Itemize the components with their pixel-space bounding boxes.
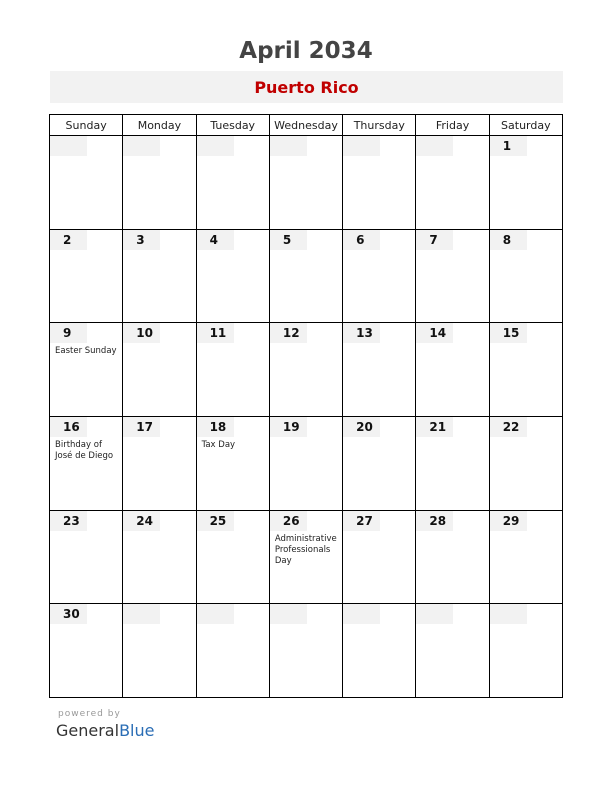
day-number: 26 (270, 511, 307, 531)
holiday-label: Birthday of José de Diego (55, 439, 114, 461)
day-number: 23 (50, 511, 87, 531)
weekday-header: Monday (123, 115, 196, 136)
day-cell (416, 323, 489, 417)
day-cell (489, 229, 562, 323)
day-cell (343, 229, 416, 323)
day-cell (50, 604, 123, 698)
day-number (197, 604, 234, 624)
day-number: 13 (343, 323, 380, 343)
day-number: 27 (343, 511, 380, 531)
day-cell (269, 604, 342, 698)
day-cell (416, 136, 489, 230)
day-number: 4 (197, 230, 234, 250)
weekday-header: Tuesday (196, 115, 269, 136)
day-number: 9 (50, 323, 87, 343)
day-cell (269, 416, 342, 510)
day-cell (416, 416, 489, 510)
day-number: 1 (490, 136, 527, 156)
brand-general: General (56, 721, 120, 740)
day-cell (489, 416, 562, 510)
day-cell (196, 136, 269, 230)
day-number: 22 (490, 417, 527, 437)
weekday-header: Friday (416, 115, 489, 136)
weekday-header-row (50, 115, 563, 136)
day-cell (196, 323, 269, 417)
day-cell (123, 136, 196, 230)
day-cell (489, 136, 562, 230)
day-cell (196, 416, 269, 510)
weekday-header: Sunday (50, 115, 123, 136)
weekday-header: Saturday (489, 115, 562, 136)
day-cell (50, 136, 123, 230)
day-number (343, 604, 380, 624)
page-title: April 2034 (239, 38, 373, 64)
day-number: 16 (50, 417, 87, 437)
brand-blue: Blue (119, 721, 155, 740)
brand-logo (56, 721, 154, 740)
day-cell (416, 229, 489, 323)
powered-by-text: powered by (58, 709, 121, 719)
day-number (197, 136, 234, 156)
day-number: 18 (197, 417, 234, 437)
week-row (50, 323, 563, 417)
day-number (270, 604, 307, 624)
weekday-header: Wednesday (269, 115, 342, 136)
calendar-grid (49, 114, 563, 698)
day-number: 28 (416, 511, 453, 531)
day-number (123, 604, 160, 624)
day-number: 6 (343, 230, 380, 250)
holiday-label: Easter Sunday (55, 346, 117, 357)
day-cell (269, 136, 342, 230)
day-cell (123, 323, 196, 417)
day-cell (269, 323, 342, 417)
day-number (270, 136, 307, 156)
day-cell (196, 510, 269, 604)
day-cell (343, 136, 416, 230)
day-cell (343, 416, 416, 510)
day-cell (123, 229, 196, 323)
day-cell (343, 510, 416, 604)
day-number (490, 604, 527, 624)
day-cell (343, 323, 416, 417)
day-number: 25 (197, 511, 234, 531)
day-number: 15 (490, 323, 527, 343)
day-number: 2 (50, 230, 87, 250)
week-row (50, 229, 563, 323)
week-row (50, 604, 563, 698)
day-number: 3 (123, 230, 160, 250)
calendar-body (50, 136, 563, 698)
day-number: 14 (416, 323, 453, 343)
day-number (50, 136, 87, 156)
day-cell (50, 229, 123, 323)
footer-logo (56, 709, 154, 740)
day-number: 7 (416, 230, 453, 250)
day-number: 8 (490, 230, 527, 250)
day-number: 11 (197, 323, 234, 343)
day-number (123, 136, 160, 156)
day-number: 17 (123, 417, 160, 437)
day-number (343, 136, 380, 156)
day-cell (416, 510, 489, 604)
day-cell (489, 323, 562, 417)
day-number: 21 (416, 417, 453, 437)
holiday-label: Tax Day (201, 439, 236, 450)
day-number: 12 (270, 323, 307, 343)
day-cell (489, 510, 562, 604)
day-cell (269, 229, 342, 323)
day-cell (489, 604, 562, 698)
day-cell (50, 323, 123, 417)
week-row (50, 136, 563, 230)
day-number: 20 (343, 417, 380, 437)
day-cell (50, 510, 123, 604)
day-number: 19 (270, 417, 307, 437)
day-cell (123, 604, 196, 698)
day-number: 29 (490, 511, 527, 531)
day-number (416, 604, 453, 624)
region-label: Puerto Rico (50, 71, 563, 103)
day-number: 30 (50, 604, 87, 624)
day-number: 10 (123, 323, 160, 343)
weekday-header: Thursday (343, 115, 416, 136)
holiday-label: Administrative Professionals Day (274, 533, 337, 566)
day-number: 5 (270, 230, 307, 250)
week-row (50, 416, 563, 510)
day-cell (123, 510, 196, 604)
day-cell (123, 416, 196, 510)
day-number (416, 136, 453, 156)
week-row (50, 510, 563, 604)
day-cell (343, 604, 416, 698)
day-cell (269, 510, 342, 604)
day-cell (196, 229, 269, 323)
day-cell (50, 416, 123, 510)
day-cell (416, 604, 489, 698)
day-number: 24 (123, 511, 160, 531)
day-cell (196, 604, 269, 698)
